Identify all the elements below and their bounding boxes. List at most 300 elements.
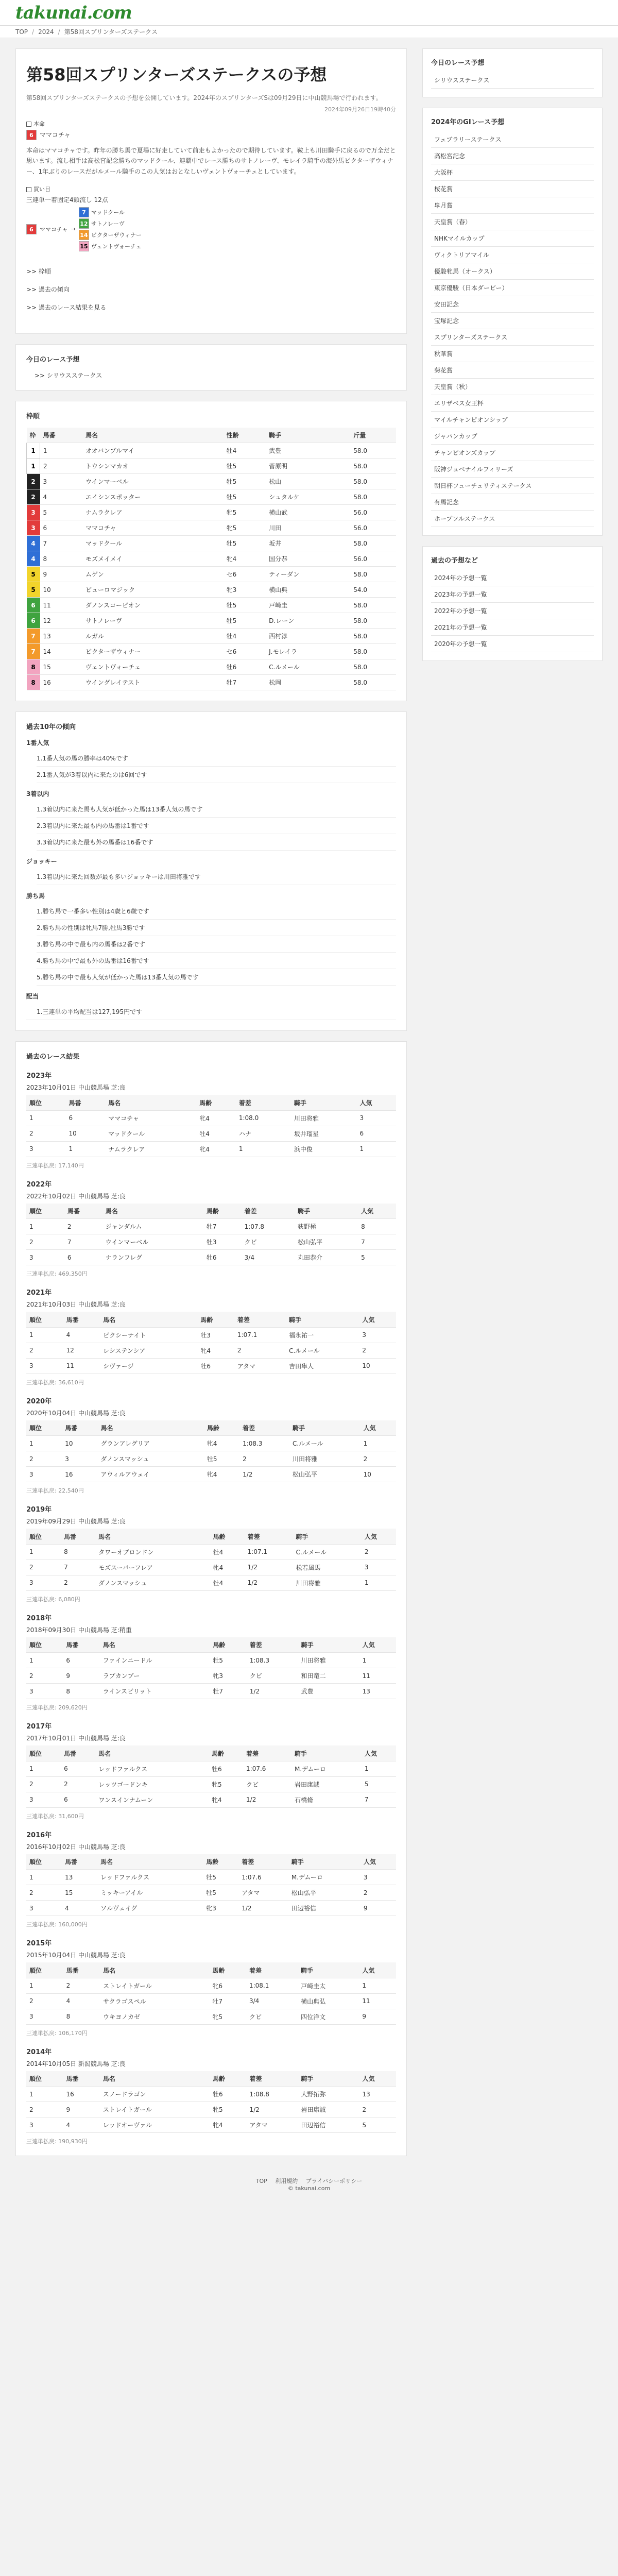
result-race-date: 2014年10月05日 新潟競馬場 芝:良: [26, 2060, 126, 2067]
table-cell: 牡6: [210, 2087, 246, 2102]
sidebar-g1-link[interactable]: 天皇賞（秋）: [434, 383, 472, 391]
table-cell: 6: [61, 1792, 95, 1807]
table-cell: 牡5: [204, 1451, 239, 1467]
list-item: 5.勝ち馬の中で最も人気が低かった馬は13番人気の馬です: [37, 969, 396, 986]
table-cell: 11: [63, 1358, 100, 1374]
sidebar-today-link[interactable]: シリウスステークス: [434, 77, 490, 84]
table-cell: 3: [362, 1560, 396, 1575]
table-cell: C.ルメール: [286, 1343, 359, 1358]
table-row: [26, 1901, 396, 1916]
list-item: 1.3着以内に来た馬も人気が低かった馬は13番人気の馬です: [37, 801, 396, 818]
table-cell: 5: [359, 2117, 396, 2133]
table-row: [26, 1451, 396, 1467]
table-cell: 1:07.8: [242, 1219, 295, 1234]
result-payout: 三連単払戻: 469,350円: [26, 1270, 88, 1278]
trend-groups: [26, 738, 396, 986]
combo-other-item: [79, 207, 142, 217]
result-header-cell: 人気: [360, 1420, 396, 1436]
horse-number-badge: 14: [79, 230, 89, 240]
breadcrumb-top[interactable]: TOP: [15, 28, 28, 36]
table-cell: 牝4: [204, 1467, 239, 1482]
table-cell: ルガル: [82, 629, 224, 644]
result-header-cell: 馬名: [100, 1962, 209, 1978]
today-races-title: 今日のレース予想: [26, 355, 80, 364]
table-cell: 牝3: [224, 582, 266, 598]
result-year: 2020年: [26, 1397, 52, 1405]
entries-header-cell: 馬番: [40, 428, 83, 443]
waku-cell: 5: [27, 582, 40, 598]
table-cell: 10: [66, 1126, 106, 1141]
result-race-date: 2019年09月29日 中山競馬場 芝:良: [26, 1518, 126, 1526]
table-cell: 坂井: [266, 536, 350, 551]
sidebar-today-card: [422, 48, 603, 97]
table-cell: クビ: [243, 1776, 291, 1792]
sidebar-g1-link[interactable]: エリザベス女王杯: [434, 400, 484, 407]
table-cell: 4: [63, 1327, 100, 1343]
table-cell: 牡6: [197, 1358, 234, 1374]
table-cell: 3: [360, 1870, 396, 1885]
table-cell: ワンスインナムーン: [95, 1792, 209, 1807]
result-header-cell: 馬番: [62, 1420, 97, 1436]
result-header-cell: 順位: [26, 2071, 63, 2087]
entries-header-cell: 馬名: [82, 428, 224, 443]
result-header-cell: 馬番: [64, 1204, 102, 1219]
table-cell: 荻野極: [295, 1219, 358, 1234]
waku-cell: 3: [27, 505, 40, 520]
table-cell: 15: [40, 659, 83, 675]
result-year: 2016年: [26, 1831, 52, 1839]
breadcrumb-separator: /: [58, 28, 60, 36]
sidebar-g1-link[interactable]: 安田記念: [434, 301, 459, 308]
result-header-cell: 順位: [26, 1962, 63, 1978]
sidebar-item: [431, 181, 594, 197]
table-cell: 5: [358, 1250, 396, 1265]
table-cell: 6: [63, 1653, 99, 1668]
table-cell: 牝5: [224, 505, 266, 520]
table-cell: ダノンスマッシュ: [98, 1451, 204, 1467]
entries-card: [15, 401, 407, 702]
table-cell: 大野拓弥: [298, 2087, 359, 2102]
result-header-cell: 騎手: [295, 1204, 358, 1219]
table-cell: 9: [360, 1901, 396, 1916]
result-header-cell: 騎手: [289, 1420, 360, 1436]
table-cell: ママコチャ: [105, 1110, 196, 1126]
table-cell: 松山: [266, 474, 350, 489]
table-cell: 9: [40, 567, 83, 582]
trend-payout: 1.三連単の平均配当は127,195円です: [26, 1004, 396, 1020]
list-item: 3.3着以内に来た最も外の馬番は16番です: [37, 834, 396, 851]
trend-group-heading: ジョッキー: [26, 858, 57, 866]
table-cell: グランアレグリア: [98, 1436, 204, 1451]
table-row: [26, 1358, 396, 1374]
table-cell: サクラゴスペル: [100, 1993, 209, 2009]
table-cell: 1: [26, 1219, 64, 1234]
footer-link-terms[interactable]: 利用規約: [275, 2178, 298, 2185]
result-year: 2018年: [26, 1614, 52, 1622]
result-table: [26, 1962, 396, 2025]
result-year: 2019年: [26, 1506, 52, 1514]
sidebar-g1-link[interactable]: ヴィクトリアマイル: [434, 251, 490, 259]
result-header-cell: 着差: [247, 1637, 298, 1653]
table-cell: 8: [63, 2009, 100, 2024]
table-cell: ストレイトガール: [100, 2102, 210, 2117]
result-header-cell: 騎手: [291, 1745, 362, 1761]
breadcrumb-separator: /: [32, 28, 35, 36]
table-cell: 2: [26, 1126, 66, 1141]
table-row: [27, 505, 397, 520]
trend-group-heading: 3着以内: [26, 790, 49, 798]
horse-number-badge: 6: [26, 130, 37, 140]
table-cell: 15: [62, 1885, 97, 1901]
table-cell: 2: [61, 1575, 95, 1590]
table-cell: 牝4: [204, 1436, 239, 1451]
horse-number-badge: 15: [79, 241, 89, 251]
table-row: [27, 567, 397, 582]
table-cell: 1/2: [239, 1467, 289, 1482]
sidebar-g1-card: [422, 108, 603, 536]
sidebar-g1-link[interactable]: 宝塚記念: [434, 317, 459, 325]
combo-other-name: ヴェントヴォーチェ: [91, 243, 142, 250]
result-header-cell: 馬番: [63, 2071, 99, 2087]
combo-others: [79, 207, 142, 251]
trend-card: [15, 711, 407, 1031]
table-cell: 横山武: [266, 505, 350, 520]
sidebar-g1-link[interactable]: ホープフルステークス: [434, 515, 495, 522]
table-cell: 3: [26, 1250, 64, 1265]
table-cell: 牝5: [209, 2009, 246, 2024]
sidebar-past-link[interactable]: 2021年の予想一覧: [434, 624, 487, 631]
sidebar-g1-link[interactable]: 桜花賞: [434, 185, 453, 193]
table-cell: 横山典: [266, 582, 350, 598]
sidebar-g1-link[interactable]: 天皇賞（春）: [434, 218, 472, 226]
table-cell: 56.0: [350, 551, 396, 567]
table-cell: 戸崎圭: [266, 598, 350, 613]
table-cell: 58.0: [350, 613, 396, 629]
table-cell: ウイングレイテスト: [82, 675, 224, 690]
sidebar-past-list: [431, 570, 594, 652]
table-cell: 1: [66, 1141, 106, 1157]
table-cell: 2: [26, 1668, 63, 1684]
sidebar-past-link[interactable]: 2023年の予想一覧: [434, 591, 487, 598]
table-cell: トウシンマカオ: [82, 459, 224, 474]
table-cell: 11: [359, 1668, 396, 1684]
table-cell: 和田竜二: [298, 1668, 359, 1684]
result-payout: 三連単払戻: 209,620円: [26, 1704, 88, 1711]
table-cell: 4: [63, 1993, 100, 2009]
result-header-cell: 着差: [246, 2071, 298, 2087]
result-year-block: [26, 1829, 396, 1929]
sidebar-item: [431, 197, 594, 214]
sidebar-g1-link[interactable]: 秋華賞: [434, 350, 453, 358]
table-cell: D.レーン: [266, 613, 350, 629]
result-header-cell: 騎手: [298, 2071, 359, 2087]
table-cell: 牝5: [210, 2102, 246, 2117]
table-cell: 牝4: [210, 1560, 245, 1575]
table-cell: 1: [26, 1978, 63, 1993]
table-cell: 吉田隼人: [286, 1358, 359, 1374]
footer-copyright: © takunai.com: [287, 2185, 331, 2192]
result-header-cell: 順位: [26, 1637, 63, 1653]
table-cell: スノードラゴン: [100, 2087, 210, 2102]
sidebar-g1-link[interactable]: 有馬記念: [434, 499, 459, 506]
result-race-date: 2015年10月04日 中山競馬場 芝:良: [26, 1952, 126, 1959]
table-row: [26, 1234, 396, 1250]
table-cell: ピューロマジック: [82, 582, 224, 598]
result-header-cell: 人気: [359, 1962, 396, 1978]
table-cell: 11: [359, 1993, 396, 2009]
table-cell: ハナ: [236, 1126, 291, 1141]
table-cell: サトノレーヴ: [82, 613, 224, 629]
table-row: [27, 598, 397, 613]
sidebar-item: [431, 296, 594, 313]
combo-other-item: [79, 241, 142, 251]
sidebar-g1-link[interactable]: 菊花賞: [434, 367, 453, 374]
combo-other-name: サトノレーヴ: [91, 220, 125, 227]
sidebar-g1-link[interactable]: 高松宮記念: [434, 152, 466, 160]
table-cell: 2: [362, 1544, 396, 1560]
sidebar-item: [431, 494, 594, 511]
table-cell: 2: [359, 1343, 396, 1358]
article-date: 2024年09月26日19時40分: [324, 106, 396, 113]
table-cell: 牡5: [210, 1653, 246, 1668]
table-cell: 牝5: [209, 1776, 243, 1792]
result-year-block: [26, 1396, 396, 1495]
table-cell: 5: [362, 1776, 396, 1792]
sidebar-g1-link[interactable]: ジャパンカップ: [434, 433, 477, 440]
result-table: [26, 1854, 396, 1917]
result-header-cell: 順位: [26, 1529, 61, 1544]
table-cell: 4: [63, 2117, 99, 2133]
result-header-cell: 馬名: [100, 1312, 197, 1327]
table-cell: 3: [26, 1901, 62, 1916]
sidebar-g1-list: [431, 131, 594, 527]
result-header-cell: 馬齢: [196, 1095, 236, 1110]
link-entries[interactable]: >> 枠順: [26, 267, 51, 275]
result-year-block: [26, 1287, 396, 1386]
table-cell: 牡5: [224, 474, 266, 489]
sidebar-past-card: [422, 546, 603, 661]
sidebar-g1-link[interactable]: 優駿牝馬（オークス）: [434, 268, 496, 275]
waku-cell: 1: [27, 459, 40, 474]
table-cell: ソルヴェイグ: [97, 1901, 203, 1916]
sidebar-item: [431, 412, 594, 428]
table-cell: 1:08.8: [246, 2087, 298, 2102]
table-cell: 川田将雅: [289, 1451, 360, 1467]
table-cell: 2: [26, 1234, 64, 1250]
table-cell: 1: [26, 2087, 63, 2102]
trend-list: [26, 903, 396, 986]
table-cell: 6: [356, 1126, 396, 1141]
table-cell: 牝4: [210, 2117, 246, 2133]
table-cell: ダノンスマッシュ: [95, 1575, 210, 1590]
table-cell: 岩田康誠: [291, 1776, 362, 1792]
sidebar-g1-link[interactable]: 大阪杯: [434, 169, 453, 176]
table-cell: 1: [26, 1110, 66, 1126]
sidebar-item: [431, 511, 594, 527]
table-row: [26, 1544, 396, 1560]
result-header-cell: 馬齢: [210, 1637, 246, 1653]
table-cell: 7: [61, 1560, 95, 1575]
result-race-date: 2016年10月02日 中山競馬場 芝:良: [26, 1843, 126, 1851]
table-cell: 横山典弘: [298, 1993, 359, 2009]
sidebar-item: [431, 263, 594, 280]
table-row: [27, 675, 397, 690]
table-row: [26, 1653, 396, 1668]
table-cell: 1: [359, 1978, 396, 1993]
entries-header-cell: 枠: [27, 428, 40, 443]
table-cell: オオバンブルマイ: [82, 443, 224, 459]
table-cell: 牝3: [203, 1901, 238, 1916]
waku-cell: 6: [27, 598, 40, 613]
result-race-date: 2023年10月01日 中山競馬場 芝:良: [26, 1084, 126, 1092]
table-row: [27, 520, 397, 536]
table-cell: 56.0: [350, 505, 396, 520]
result-header-cell: 人気: [359, 1312, 396, 1327]
table-cell: クビ: [247, 1668, 298, 1684]
sidebar-past-link[interactable]: 2020年の予想一覧: [434, 640, 487, 648]
table-cell: レッドオーヴァル: [100, 2117, 210, 2133]
table-cell: 牡7: [224, 675, 266, 690]
sidebar-g1-link[interactable]: マイルチャンピオンシップ: [434, 416, 508, 423]
result-table: [26, 1637, 396, 1700]
table-cell: 3: [26, 1467, 62, 1482]
table-cell: ママコチャ: [82, 520, 224, 536]
honmei-horse-name: ママコチャ: [40, 131, 71, 139]
honmei-label: 本命: [26, 120, 396, 128]
sidebar-g1-link[interactable]: チャンピオンズカップ: [434, 449, 496, 456]
table-cell: 7: [358, 1234, 396, 1250]
table-cell: 牝4: [196, 1110, 236, 1126]
sidebar-g1-link[interactable]: スプリンターズステークス: [434, 334, 508, 341]
sidebar-past-link[interactable]: 2022年の予想一覧: [434, 607, 487, 615]
result-header-cell: 馬名: [105, 1095, 196, 1110]
table-cell: 3/4: [246, 1993, 298, 2009]
table-row: [26, 1219, 396, 1234]
table-cell: 2: [26, 1885, 62, 1901]
waku-cell: 8: [27, 675, 40, 690]
table-cell: 武豊: [298, 1684, 359, 1699]
result-header-cell: 馬齢: [197, 1312, 234, 1327]
sidebar-g1-link[interactable]: NHKマイルカップ: [434, 235, 485, 242]
table-cell: 2: [26, 2102, 63, 2117]
table-cell: 田辺裕信: [298, 2117, 359, 2133]
table-cell: ジャンダルム: [102, 1219, 203, 1234]
table-cell: 牡6: [224, 659, 266, 675]
link-trend[interactable]: >> 過去の傾向: [26, 285, 70, 293]
table-cell: ピクシーナイト: [100, 1327, 197, 1343]
table-cell: 牡5: [224, 613, 266, 629]
result-header-cell: 着差: [239, 1420, 289, 1436]
today-race-link[interactable]: >> シリウスステークス: [35, 371, 102, 379]
sidebar-g1-link[interactable]: 朝日杯フューチュリティステークス: [434, 482, 532, 489]
table-cell: ティーダン: [266, 567, 350, 582]
table-cell: 国分恭: [266, 551, 350, 567]
footer-link-privacy[interactable]: プライバシーポリシー: [305, 2178, 363, 2185]
table-cell: M.デムーロ: [291, 1761, 362, 1776]
table-cell: 1/2: [247, 1684, 298, 1699]
result-header-cell: 順位: [26, 1420, 62, 1436]
footer-link-top[interactable]: TOP: [255, 2178, 267, 2185]
table-cell: 3: [26, 1141, 66, 1157]
table-cell: 1: [26, 1544, 61, 1560]
result-race-date: 2022年10月02日 中山競馬場 芝:良: [26, 1192, 126, 1200]
result-header-cell: 馬名: [95, 1529, 210, 1544]
result-header-cell: 人気: [362, 1529, 396, 1544]
sidebar-g1-link[interactable]: 阪神ジュベナイルフィリーズ: [434, 466, 513, 473]
table-cell: 牡3: [197, 1327, 234, 1343]
table-row: [26, 1141, 396, 1157]
table-cell: ラインスピリット: [100, 1684, 210, 1699]
table-row: [26, 2102, 396, 2117]
table-cell: 8: [358, 1219, 396, 1234]
result-table: [26, 1529, 396, 1591]
table-cell: クビ: [246, 2009, 298, 2024]
sidebar-item: [431, 164, 594, 181]
table-cell: 13: [40, 629, 83, 644]
table-cell: ヴェントヴォーチェ: [82, 659, 224, 675]
entries-header-cell: 騎手: [266, 428, 350, 443]
waku-cell: 8: [27, 659, 40, 675]
waku-cell: 7: [27, 644, 40, 659]
table-cell: 川田将雅: [291, 1110, 357, 1126]
table-cell: 13: [359, 2087, 396, 2102]
waku-cell: 7: [27, 629, 40, 644]
table-cell: ストレイトガール: [100, 1978, 209, 1993]
link-past-results[interactable]: >> 過去のレース結果を見る: [26, 303, 107, 311]
sidebar-item: [431, 586, 594, 603]
table-cell: 9: [359, 2009, 396, 2024]
table-cell: 58.0: [350, 459, 396, 474]
sidebar-past-link[interactable]: 2024年の予想一覧: [434, 574, 487, 582]
sidebar-item: [431, 148, 594, 164]
table-row: [26, 1250, 396, 1265]
sidebar-item: [431, 445, 594, 461]
table-cell: 3: [62, 1451, 97, 1467]
table-cell: 8: [61, 1544, 95, 1560]
table-cell: 2: [26, 1993, 63, 2009]
results-title: 過去のレース結果: [26, 1053, 80, 1061]
result-table: [26, 1312, 396, 1374]
table-row: [26, 1792, 396, 1807]
table-cell: 1: [26, 1653, 63, 1668]
table-row: [26, 1436, 396, 1451]
table-row: [26, 1978, 396, 1993]
sidebar-g1-link[interactable]: 皐月賞: [434, 202, 453, 209]
table-cell: 牡4: [224, 443, 266, 459]
table-cell: 58.0: [350, 675, 396, 690]
table-cell: 1:08.1: [246, 1978, 298, 1993]
table-cell: ウインマーベル: [82, 474, 224, 489]
table-cell: ウインマーベル: [102, 1234, 203, 1250]
results-years: [26, 1070, 396, 2145]
site-logo[interactable]: takunai.com: [15, 2, 132, 23]
table-row: [26, 1467, 396, 1482]
sidebar-g1-link[interactable]: 東京優駿（日本ダービー）: [434, 284, 508, 292]
table-row: [26, 1993, 396, 2009]
result-race-date: 2018年09月30日 中山競馬場 芝:稍重: [26, 1626, 132, 1634]
sidebar-g1-link[interactable]: フェブラリーステークス: [434, 136, 502, 143]
result-race-date: 2017年10月01日 中山競馬場 芝:良: [26, 1735, 126, 1742]
table-cell: 松若風馬: [293, 1560, 362, 1575]
result-header-cell: 着差: [245, 1529, 293, 1544]
table-cell: 58.0: [350, 489, 396, 505]
breadcrumb-year[interactable]: 2024: [38, 28, 54, 36]
table-row: [26, 1343, 396, 1358]
table-row: [26, 1575, 396, 1590]
sidebar-item: [431, 428, 594, 445]
table-row: [26, 1684, 396, 1699]
result-header-cell: 人気: [360, 1854, 396, 1870]
